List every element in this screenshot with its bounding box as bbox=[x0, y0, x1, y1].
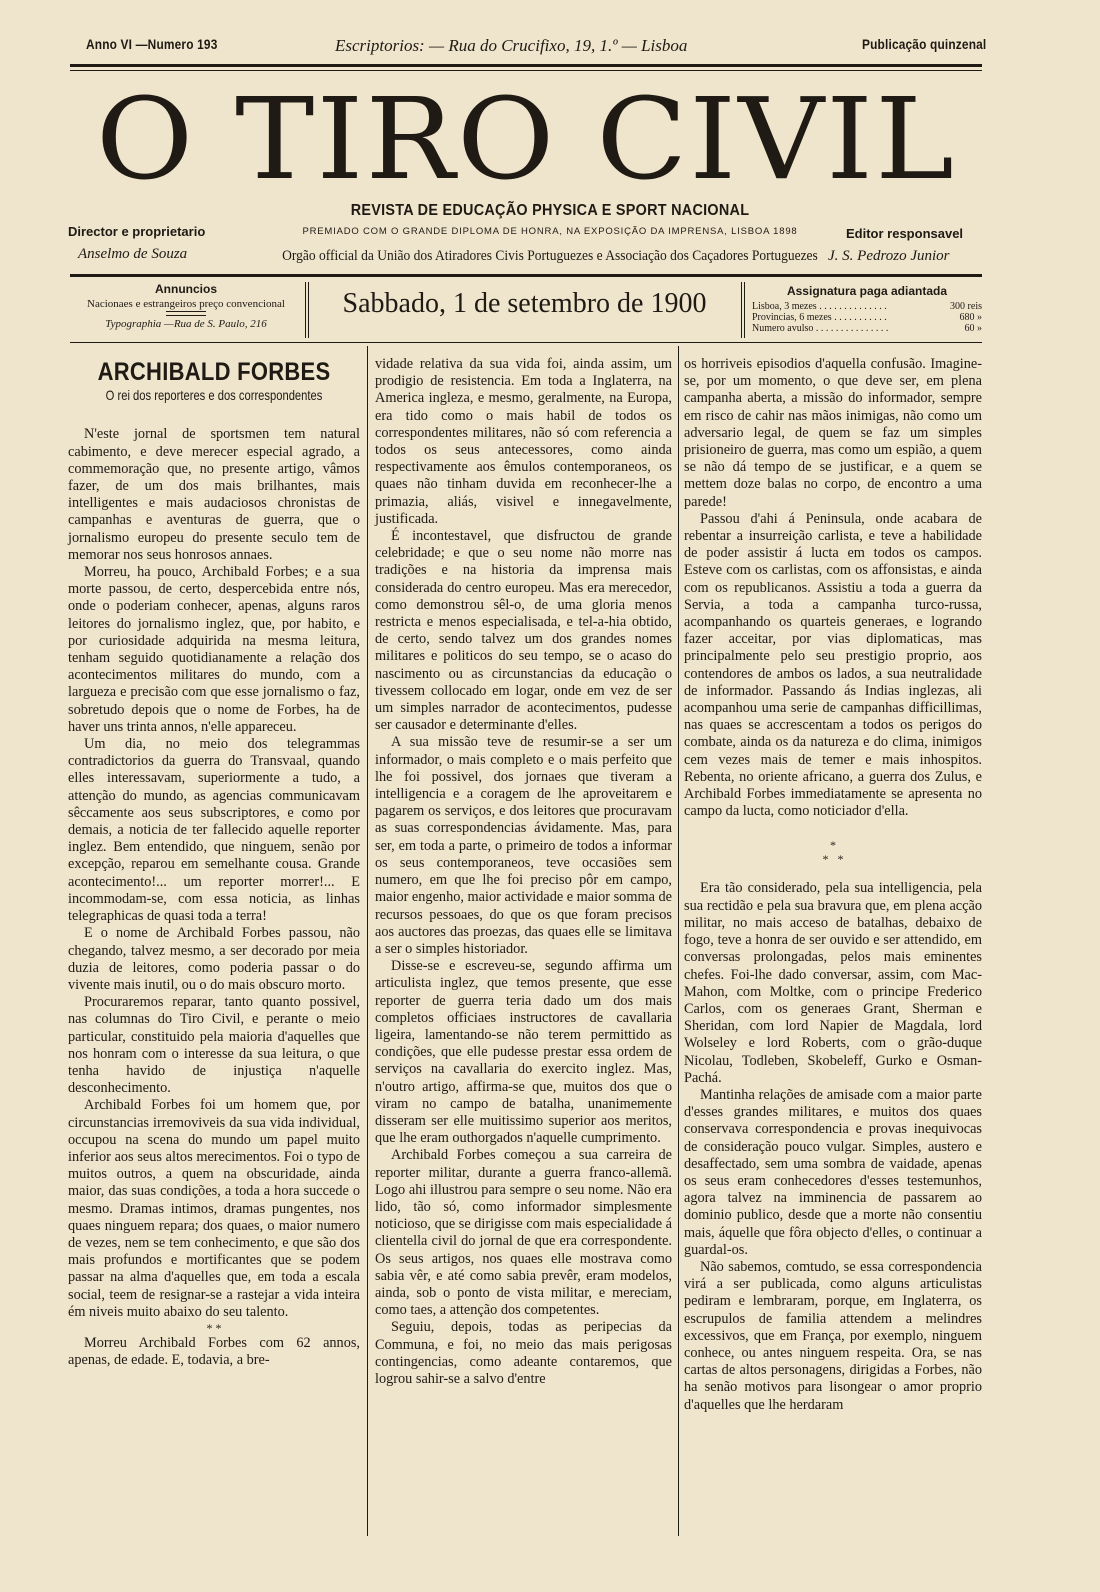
subscription-label: Provincias, 6 mezes . . . . . . . . . . . bbox=[752, 312, 887, 323]
section-separator: * * bbox=[206, 1320, 222, 1335]
subscription-price: 300 reis bbox=[950, 301, 982, 312]
article-paragraph: Procuraremos reparar, tanto quanto possivel, nas columnas do Tiro Civil, e perante o meio particular, constituido pela maioria d'aquelles que nos honram com o interesse da sua leitura, o que tenha havido de injustiça n'aquelle desconhecimento. bbox=[68, 994, 360, 1097]
info-bar-bottom-rule bbox=[70, 342, 982, 343]
masthead-top-rule-thin bbox=[70, 70, 982, 71]
newspaper-title: O TIRO CIVIL bbox=[95, 75, 957, 205]
column-3-paragraphs bbox=[684, 356, 982, 820]
article-paragraph: Archibald Forbes foi um homem que, por circunstancias irremoviveis da sua vida individual, occupou na scena do mundo um papel muito inferior aos seus altos merecimentos. Foi o typo de muitos outros, a quem na obscuridade, ainda maior, das suas condições, a toda a hora succede o mesmo. Dramas intimos, dramas pungentes, nos quaes ninguem repara; dos quaes, o maior numero de vezes, nem se tem conhecimento, e que são dos mais profundos e mortificantes que se podem passar na alma d'aquelles que, em toda a escala social, teem de resignar-se a rastejar a vida inteira ém niveis muito abaixo do seu talento. bbox=[68, 1097, 360, 1320]
issue-date: Sabbado, 1 de setembro de 1900 bbox=[342, 288, 707, 319]
info-divider-right-2 bbox=[744, 282, 745, 338]
info-divider-right bbox=[741, 282, 742, 338]
subscription-prices bbox=[752, 301, 982, 334]
article-deck: O rei dos reporteres e dos correspondentes bbox=[105, 387, 323, 404]
article-paragraph: Um dia, no meio dos telegrammas contradictorios da guerra do Transvaal, quando elles interessavam, superiormente a tudo, a attenção do mundo, as agencias communicavam sêccamente aos seus subscriptores, e como por demais, a noticia de ter fallecido aquelle reporter inglez. Bem entendido, que ninguem, senão por excepção, reparou em semelhante cousa. Grande acontecimento!... um reporter morrer!... E incommodam-se, com essa noticia, as linhas telegraphicas de quasi toda a terra! bbox=[68, 736, 360, 925]
ads-divider bbox=[166, 311, 206, 316]
article-paragraph: Mantinha relações de amisade com a maior parte d'esses grandes militares, e muitos dos quaes conservava correspondencia e provas inequivocas de consideração pouco vulgar. Simples, austero e desaffectado, sem uma sombra de vaidade, apenas os seus eram conhecedores d'esses testemunhos, agora talvez na imminencia de passarem ao dominio publico, desde que a morte não consentiu mais, áquelle que fôra objecto d'elles, o continuar a guardal-os. bbox=[684, 1086, 982, 1258]
issue-number: Anno VI —Numero 193 bbox=[86, 36, 218, 52]
column-1-paragraphs bbox=[68, 426, 360, 1321]
article-paragraph: É incontestavel, que disfructou de grande celebridade; e que o seu nome não morre nas tradições e na historia da imprensa mais considerada do centro europeu. Mas era merecedor, como demonstrou sêl-o, de uma gloria menos restricta e menos especialisada, e tel-a-hia obtido, de certo, sendo talvez um dos grandes nomes militares e politicos do seu tempo, se o acaso do nascimento ou as circunstancias da educação o tivessem collocado em logar, onde em vez de ser um simples narrador de acontecimentos, pudesse ser causador e determinante d'elles. bbox=[375, 528, 672, 734]
subscription-box bbox=[752, 284, 982, 334]
subscription-title: Assignatura paga adiantada bbox=[786, 284, 948, 298]
article-paragraph: Seguiu, depois, todas as peripecias da Communa, e foi, no meio das mais perigosas contingencias, como adeante contaremos, que logrou sahir-se a salvo d'entre bbox=[375, 1319, 672, 1387]
director-name: Anselmo de Souza bbox=[78, 246, 188, 262]
subscription-row bbox=[752, 312, 982, 323]
subscription-price: 680 » bbox=[959, 312, 982, 323]
subscription-row bbox=[752, 301, 982, 312]
article-paragraph: Disse-se e escreveu-se, segundo affirma um articulista inglez, que temos presente, que esse reporter de guerra teria dado um dos mais completos officiaes instructores de cavallaria ligeira, lamentando-se não terem permittido as condições, que elle pudesse prestar essa ordem de serviços na cavallaria do exercito inglez. Mas, n'outro artigo, affirma-se que, muitos dos que o viram no campo de batalha, unanimemente disseram ser elle muitissimo superior aos meritos, que lhe eram outhorgados n'aquelle cumprimento. bbox=[375, 958, 672, 1147]
section-separator-2: * * * bbox=[822, 838, 844, 867]
column-rule-1 bbox=[367, 346, 368, 1536]
ads-text: Nacionaes e estrangeiros preço convencional bbox=[87, 298, 285, 310]
article-column-2 bbox=[375, 356, 672, 1388]
column-1-final-paragraph: Morreu Archibald Forbes com 62 annos, apenas, de edade. E, todavia, a bre- bbox=[68, 1334, 360, 1369]
article-paragraph: A sua missão teve de resumir-se a ser um informador, o mais completo e o mais perfeito que lhe foi possivel, dos jornaes que tiveram a intelligencia e a coragem de lhe aproveitarem e pagarem os serviços, e dos leitores que procuravam as suas correspondencias ávidamente. Mas, para ser, em toda a parte, o primeiro de todos a informar os seus contemporaneos, teve occasiões sem numero, em que lhe foi preciso pôr em campo, maior engenho, maior actividade e maior somma de recursos pessoaes, do que os que foram precisos aos auctores das proezas, das quaes elle se limitava a ser o simples historiador. bbox=[375, 734, 672, 957]
column-2-paragraphs bbox=[375, 356, 672, 1388]
subscription-price: 60 » bbox=[964, 323, 982, 334]
article-paragraph: Archibald Forbes começou a sua carreira de reporter militar, durante a guerra franco-allemã. Logo ahi illustrou para sempre o seu nome. Não era lido, tão só, como informador simplesmente noticioso, que se dirigisse com mais especialidade á clientella civil do jornal de que era correspondente. Os seus artigos, nos quaes elle mostrava como sabia vêr, e até como sabia prevêr, eram modelos, ainda, sob o ponto de vista militar, e mereciam, como taes, a attenção dos competentes. bbox=[375, 1147, 672, 1319]
article-paragraph: Morreu, ha pouco, Archibald Forbes; e a sua morte passou, de certo, despercebida entre nós, onde o poderiam conhecer, apenas, alguns raros leitores do jornalismo inglez, que, por habito, e por curiosidade adquirida na mesma leitura, tenham seguido quotidianamente a relação dos acontecimentos militares do mundo, com a largueza e precisão com que esse jornalismo o faz, sobretudo depois que o nome de Forbes, ha de haver uns trinta annos, n'elle appareceu. bbox=[68, 564, 360, 735]
typography-address: Typographia —Rua de S. Paulo, 216 bbox=[105, 318, 267, 330]
publication-frequency: Publicação quinzenal bbox=[862, 36, 987, 52]
award-line: PREMIADO COM O GRANDE DIPLOMA DE HONRA, NA EXPOSIÇÃO DA IMPRENSA, LISBOA 1898 bbox=[302, 226, 798, 237]
info-bar-top-rule bbox=[70, 274, 982, 277]
column-rule-2 bbox=[678, 346, 679, 1536]
advertisements-box bbox=[70, 282, 302, 336]
editor-label: Editor responsavel bbox=[846, 226, 964, 241]
article-paragraph: os horriveis episodios d'aquella confusão. Imagine-se, por um momento, o que deve ser, em plena campanha aberta, a missão do informador, sempre em risco de cahir nas mãos inimigas, não como um adversario legal, de quem se faz um simples prisioneiro de guerra, mas como um espião, a quem se não dá tempo de se justificar, e a quem se mettem doze balas no corpo, de encontro a uma parede! bbox=[684, 356, 982, 510]
masthead-top-rule bbox=[70, 64, 982, 67]
article-column-3 bbox=[684, 356, 982, 1414]
article-paragraph: Passou d'ahi á Peninsula, onde acabara de rebentar a insurreição carlista, e teve a habilidade de poder assistir á lucta em todos os campos. Esteve com os carlistas, com os affonsistas, e ainda com os republicanos. Assistiu a toda a guerra da Servia, a toda a campanha turco-russa, acompanhando os quarteis generaes, e logrando fazer acceitar, por vias diplomaticas, mas principalmente pelo seu prestigio proprio, aos contendores de ambos os lados, a sua neutralidade de informador. Passando ás Indias inglezas, ali acompanhou uma serie de campanhas difficillimas, nas quaes se accrescentam a todos os perigos do combate, ainda os da natureza e do clima, inimigos cem vezes mais de temer e mais inhospitos. Rebenta, no oriente africano, a guerra dos Zulus, e Archibald Forbes immediatamente se apresenta no campo da lucta, como noticiador d'ella. bbox=[684, 510, 982, 820]
editor-name: J. S. Pedrozo Junior bbox=[828, 248, 950, 264]
subscription-label: Lisboa, 3 mezes . . . . . . . . . . . . . . bbox=[752, 301, 887, 312]
article-paragraph: E o nome de Archibald Forbes passou, não chegando, talvez mesmo, a ser decorado por meia duzia de leitores, como poderia passar o do vivente mais inutil, ou o do mais obscuro morto. bbox=[68, 925, 360, 993]
subscription-row bbox=[752, 323, 982, 334]
article-paragraph: N'este jornal de sportsmen tem natural cabimento, e deve merecer especial agrado, a commemoração que, no presente artigo, vâmos fazer, de um dos mais brilhantes, mais intelligentes e mais audaciosos chronistas de campanhas e aventuras de guerra, que o jornalismo europeu do presente seculo tem de memorar nos seus honrosos annaes. bbox=[68, 426, 360, 563]
newspaper-subtitle: REVISTA DE EDUCAÇÃO PHYSICA E SPORT NACIONAL bbox=[350, 202, 750, 219]
ads-title: Annuncios bbox=[155, 282, 217, 296]
article-column-1 bbox=[68, 358, 360, 1369]
column-3-paragraphs-after bbox=[684, 880, 982, 1413]
director-label: Director e proprietario bbox=[68, 224, 206, 239]
article-paragraph: vidade relativa da sua vida foi, ainda assim, um prodigio de resistencia. Em toda a Inglaterra, na America ingleza, e mesmo, geralmente, na Europa, era tido como o mais habil de todos os correspondentes militares, não só com referencia a todos os seus antecessores, como ainda respectivamente aos êmulos contemporaneos, os quaes não tinham duvida em reconhecer-lhe a primazia, aliás, visivel e innegavelmente, justificada. bbox=[375, 356, 672, 527]
info-divider-left-2 bbox=[308, 282, 309, 338]
article-paragraph: Não sabemos, comtudo, se essa correspondencia virá a ser publicada, como alguns articulistas pediram e lembraram, porque, em Inglaterra, os escrupulos de familia attendem a melindres excessivos, que em França, por exemplo, ninguem conhece, ou antes ninguem respeita. Ora, se nas cartas de altos personagens, dirigidas a Forbes, não ha senão motivos para lisongear o amor proprio d'aquelles que lhe herdaram bbox=[684, 1258, 982, 1413]
official-organ-line: Orgão official da União dos Atiradores Civis Portuguezes e Associação dos Caçadores Portuguezes bbox=[282, 248, 818, 264]
info-divider-left bbox=[305, 282, 306, 338]
office-address: Escriptorios: — Rua do Crucifixo, 19, 1.º — Lisboa bbox=[335, 36, 688, 55]
article-headline: ARCHIBALD FORBES bbox=[97, 358, 331, 386]
article-paragraph: Era tão considerado, pela sua intelligencia, pela sua rectidão e pela sua bravura que, em plena acção militar, no mais acceso de batalhas, debaixo de fogo, teve a honra de ser ouvido e ser attendido, em conversas prolongadas, pelos mais eminentes chefes. Foi-lhe dado conversar, assim, com Mac-Mahon, com Moltke, com o principe Frederico Carlos, com os generaes Grant, Sherman e Sheridan, com lord Napier de Magdala, lord Wolseley e lord Roberts, com o grão-duque Nicolau, Todleben, Skobeleff, Gurko e Osman-Pachá. bbox=[684, 880, 982, 1086]
subscription-label: Numero avulso . . . . . . . . . . . . . . . bbox=[752, 323, 889, 334]
